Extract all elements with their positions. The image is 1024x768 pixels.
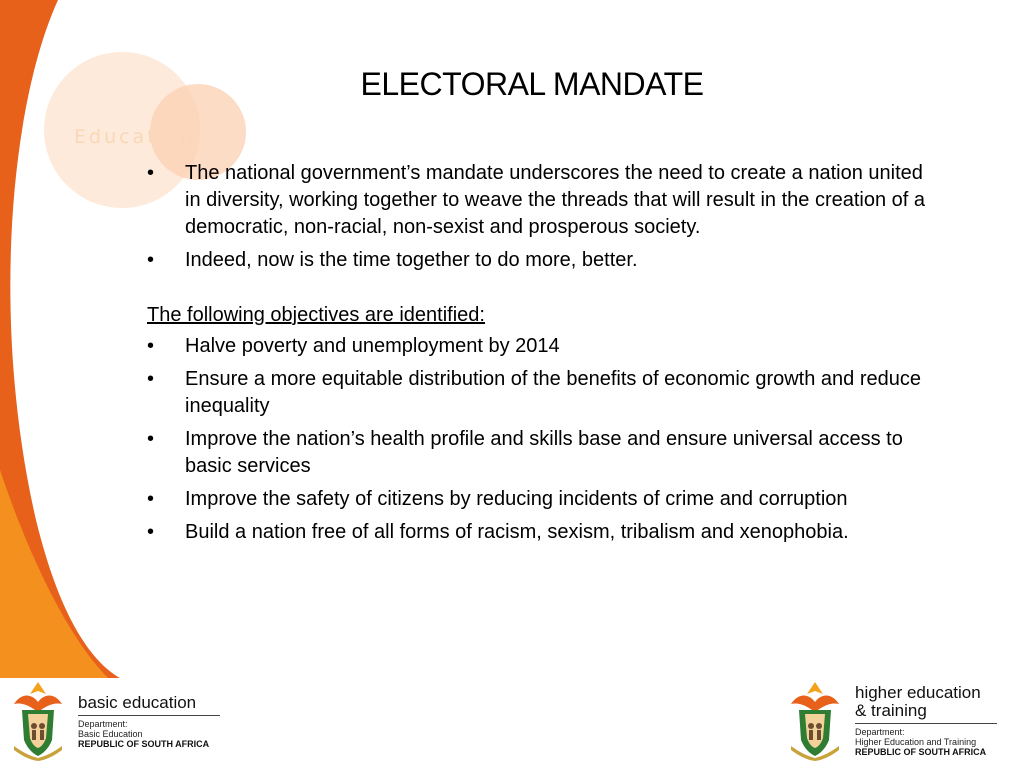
- department-brand-name: basic education: [78, 693, 197, 712]
- bullet-glyph: •: [147, 521, 155, 543]
- department-label: Department:: [78, 719, 128, 729]
- objective-text: Improve the safety of citizens by reducing incidents of crime and corruption: [185, 488, 848, 510]
- brand-name-line-2: & training: [855, 701, 927, 720]
- objectives-heading: The following objectives are identified:: [147, 304, 485, 326]
- list-item: [147, 160, 937, 241]
- objective-text: Halve poverty and unemployment by 2014: [185, 335, 560, 357]
- bullet-text-end: .: [631, 249, 638, 271]
- list-item: [147, 247, 937, 274]
- logo-text: [855, 680, 997, 758]
- list-item: [147, 426, 937, 480]
- bullet-glyph: •: [147, 368, 155, 390]
- brand-name-line-1: higher education: [855, 683, 981, 702]
- objective-text: Improve the nation’s health profile and skills base and ensure universal access to basic services: [185, 428, 903, 477]
- higher-education-logo: [783, 680, 997, 762]
- list-item: [147, 333, 937, 360]
- country-name: REPUBLIC OF SOUTH AFRICA: [78, 739, 210, 749]
- department-brand-name: [855, 680, 997, 720]
- divider: [855, 723, 997, 724]
- slide-content: [147, 160, 937, 552]
- department-name: Basic Education: [78, 729, 143, 739]
- coat-of-arms-icon: [783, 680, 847, 762]
- objectives-list: [147, 333, 937, 546]
- objective-text: Ensure a more equitable distribution of the benefits of economic growth and reduce inequality: [185, 368, 921, 417]
- bullet-glyph: •: [147, 335, 155, 357]
- basic-education-logo: [6, 680, 220, 762]
- list-item: [147, 486, 937, 513]
- bullet-glyph: •: [147, 249, 155, 271]
- coat-of-arms-icon: [6, 680, 70, 762]
- slide-title: ELECTORAL MANDATE: [360, 66, 704, 102]
- bullet-glyph: •: [147, 428, 155, 450]
- department-name: Higher Education and Training: [855, 737, 977, 747]
- country-name: REPUBLIC OF SOUTH AFRICA: [855, 747, 987, 757]
- list-item: [147, 366, 937, 420]
- bullet-glyph: •: [147, 162, 155, 184]
- list-item: [147, 519, 937, 546]
- intro-bullet-list: [147, 160, 937, 274]
- bullet-text: The national government’s mandate underscores the need to create a nation united in diversity, working together to weave the threads that will result in the creation of a democratic, non-racial, non-sexist and prosperous society.: [185, 162, 926, 238]
- bullet-glyph: •: [147, 488, 155, 510]
- emphasis-text: together to do more, better: [396, 249, 632, 271]
- objective-text: Build a nation free of all forms of racism, sexism, tribalism and xenophobia.: [185, 521, 849, 543]
- bullet-text: Indeed, now is the time: [185, 249, 397, 271]
- logo-text: [78, 680, 220, 750]
- divider: [78, 715, 220, 716]
- department-label: Department:: [855, 727, 905, 737]
- education-watermark: Education: [74, 126, 196, 148]
